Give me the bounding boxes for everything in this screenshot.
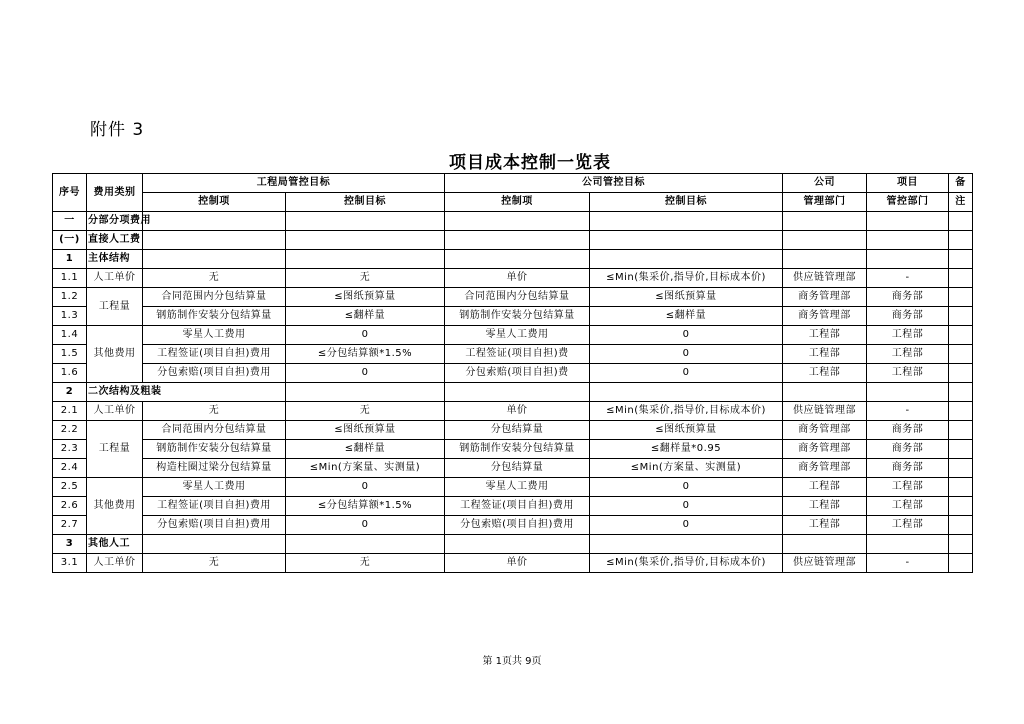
cell-bureau-target: ≤Min(方案量、实测量) xyxy=(286,459,445,478)
table-row xyxy=(53,288,973,307)
cell-bureau-item: 零星人工费用 xyxy=(143,326,286,345)
section-no: 1 xyxy=(53,250,87,269)
table-row xyxy=(53,269,973,288)
section-row xyxy=(53,383,973,402)
cell-company-target: ≤Min(集采价,指导价,目标成本价) xyxy=(590,554,783,573)
section-label: 分部分项费用 xyxy=(87,212,143,231)
cell-bureau-target: 0 xyxy=(286,516,445,535)
cell-bureau-target: 无 xyxy=(286,402,445,421)
row-no: 2.7 xyxy=(53,516,87,535)
row-category: 人工单价 xyxy=(87,554,143,573)
row-no: 2.5 xyxy=(53,478,87,497)
cell-project-dept: - xyxy=(867,402,949,421)
cell-bureau-target: ≤图纸预算量 xyxy=(286,288,445,307)
cell-remark xyxy=(949,516,973,535)
cell-company-target: ≤图纸预算量 xyxy=(590,421,783,440)
header-bureau-control-target: 控制目标 xyxy=(286,193,445,212)
header-bureau-group: 工程局管控目标 xyxy=(143,174,445,193)
cell-bureau-target: ≤分包结算额*1.5% xyxy=(286,497,445,516)
cell-company-dept: 工程部 xyxy=(783,364,867,383)
row-no: 1.5 xyxy=(53,345,87,364)
row-category: 工程量 xyxy=(87,288,143,326)
cell-bureau-item: 合同范围内分包结算量 xyxy=(143,288,286,307)
header-row-1 xyxy=(53,174,973,193)
cell-bureau-target: ≤图纸预算量 xyxy=(286,421,445,440)
table-row xyxy=(53,326,973,345)
row-no: 2.4 xyxy=(53,459,87,478)
cell-bureau-item: 分包索赔(项目自担)费用 xyxy=(143,364,286,383)
cell-company-target: ≤翻样量*0.95 xyxy=(590,440,783,459)
header-project-dept-2: 管控部门 xyxy=(867,193,949,212)
row-no: 3.1 xyxy=(53,554,87,573)
cell-bureau-target: 无 xyxy=(286,269,445,288)
row-no: 2.2 xyxy=(53,421,87,440)
cell-company-item: 分包结算量 xyxy=(445,421,590,440)
header-company-control-target: 控制目标 xyxy=(590,193,783,212)
row-category: 工程量 xyxy=(87,421,143,478)
row-category: 其他费用 xyxy=(87,478,143,535)
header-project-dept-1: 项目 xyxy=(867,174,949,193)
cell-company-item: 单价 xyxy=(445,554,590,573)
cell-company-target: ≤Min(集采价,指导价,目标成本价) xyxy=(590,269,783,288)
cell-project-dept: 工程部 xyxy=(867,497,949,516)
section-row xyxy=(53,535,973,554)
cell-remark xyxy=(949,554,973,573)
cell-project-dept: 工程部 xyxy=(867,516,949,535)
table-row xyxy=(53,554,973,573)
cell-project-dept: 工程部 xyxy=(867,326,949,345)
cell-remark xyxy=(949,497,973,516)
row-no: 1.6 xyxy=(53,364,87,383)
header-bureau-control-item: 控制项 xyxy=(143,193,286,212)
cell-remark xyxy=(949,478,973,497)
row-category: 其他费用 xyxy=(87,326,143,383)
cell-company-dept: 商务管理部 xyxy=(783,459,867,478)
cell-project-dept: 商务部 xyxy=(867,421,949,440)
cell-remark xyxy=(949,345,973,364)
section-row xyxy=(53,231,973,250)
cell-company-item: 单价 xyxy=(445,402,590,421)
cell-bureau-target: 0 xyxy=(286,478,445,497)
section-no: 一 xyxy=(53,212,87,231)
cell-company-item: 工程签证(项目自担)费 xyxy=(445,345,590,364)
cell-bureau-item: 工程签证(项目自担)费用 xyxy=(143,345,286,364)
cell-project-dept: - xyxy=(867,269,949,288)
cell-project-dept: 工程部 xyxy=(867,345,949,364)
cell-company-dept: 工程部 xyxy=(783,497,867,516)
table-row xyxy=(53,421,973,440)
section-no: 2 xyxy=(53,383,87,402)
section-no: 3 xyxy=(53,535,87,554)
cost-control-table xyxy=(52,173,973,573)
cell-remark xyxy=(949,269,973,288)
header-remark-2: 注 xyxy=(949,193,973,212)
header-category: 费用类别 xyxy=(87,174,143,212)
cell-company-item: 零星人工费用 xyxy=(445,478,590,497)
table-row xyxy=(53,459,973,478)
cell-remark xyxy=(949,421,973,440)
section-row xyxy=(53,212,973,231)
cell-company-target: 0 xyxy=(590,345,783,364)
cell-company-item: 分包索赔(项目自担)费用 xyxy=(445,516,590,535)
cell-company-dept: 商务管理部 xyxy=(783,440,867,459)
cell-bureau-item: 工程签证(项目自担)费用 xyxy=(143,497,286,516)
cell-company-dept: 工程部 xyxy=(783,478,867,497)
section-label: 直接人工费 xyxy=(87,231,143,250)
cell-bureau-target: 无 xyxy=(286,554,445,573)
page-title: 项目成本控制一览表 xyxy=(449,153,611,173)
cell-project-dept: 商务部 xyxy=(867,307,949,326)
section-label: 二次结构及粗装 xyxy=(87,383,286,402)
cell-remark xyxy=(949,326,973,345)
table-row xyxy=(53,497,973,516)
header-seq: 序号 xyxy=(53,174,87,212)
cell-remark xyxy=(949,402,973,421)
cell-remark xyxy=(949,364,973,383)
cell-company-item: 钢筋制作安装分包结算量 xyxy=(445,440,590,459)
cell-project-dept: 商务部 xyxy=(867,459,949,478)
table-row xyxy=(53,440,973,459)
cell-company-item: 零星人工费用 xyxy=(445,326,590,345)
cell-project-dept: 商务部 xyxy=(867,288,949,307)
cell-company-target: ≤Min(方案量、实测量) xyxy=(590,459,783,478)
row-category: 人工单价 xyxy=(87,269,143,288)
cell-bureau-item: 钢筋制作安装分包结算量 xyxy=(143,440,286,459)
header-company-dept-2: 管理部门 xyxy=(783,193,867,212)
cell-bureau-item: 无 xyxy=(143,554,286,573)
cell-bureau-item: 分包索赔(项目自担)费用 xyxy=(143,516,286,535)
header-row-2 xyxy=(53,193,973,212)
cell-company-dept: 商务管理部 xyxy=(783,288,867,307)
cell-company-target: 0 xyxy=(590,516,783,535)
cell-company-item: 分包结算量 xyxy=(445,459,590,478)
cell-company-dept: 商务管理部 xyxy=(783,421,867,440)
cell-bureau-item: 无 xyxy=(143,402,286,421)
cell-remark xyxy=(949,459,973,478)
cell-bureau-target: ≤分包结算额*1.5% xyxy=(286,345,445,364)
cell-remark xyxy=(949,440,973,459)
cell-remark xyxy=(949,307,973,326)
cell-company-target: 0 xyxy=(590,364,783,383)
cell-remark xyxy=(949,288,973,307)
row-category: 人工单价 xyxy=(87,402,143,421)
row-no: 1.2 xyxy=(53,288,87,307)
cell-company-item: 分包索赔(项目自担)费 xyxy=(445,364,590,383)
header-company-group: 公司管控目标 xyxy=(445,174,783,193)
cell-company-item: 单价 xyxy=(445,269,590,288)
cell-project-dept: 商务部 xyxy=(867,440,949,459)
cell-bureau-item: 合同范围内分包结算量 xyxy=(143,421,286,440)
row-no: 1.4 xyxy=(53,326,87,345)
header-company-control-item: 控制项 xyxy=(445,193,590,212)
cell-company-target: 0 xyxy=(590,478,783,497)
cell-bureau-item: 钢筋制作安装分包结算量 xyxy=(143,307,286,326)
table-row xyxy=(53,402,973,421)
row-no: 2.6 xyxy=(53,497,87,516)
section-no: (一) xyxy=(53,231,87,250)
table-row xyxy=(53,364,973,383)
row-no: 2.1 xyxy=(53,402,87,421)
cell-bureau-target: ≤翻样量 xyxy=(286,307,445,326)
attachment-label: 附件 3 xyxy=(90,120,145,140)
row-no: 2.3 xyxy=(53,440,87,459)
cell-company-target: ≤翻样量 xyxy=(590,307,783,326)
cell-company-target: 0 xyxy=(590,326,783,345)
row-no: 1.1 xyxy=(53,269,87,288)
cell-project-dept: - xyxy=(867,554,949,573)
cell-bureau-target: ≤翻样量 xyxy=(286,440,445,459)
header-remark-1: 备 xyxy=(949,174,973,193)
table-row xyxy=(53,307,973,326)
table-row xyxy=(53,478,973,497)
row-no: 1.3 xyxy=(53,307,87,326)
section-label: 其他人工 xyxy=(87,535,143,554)
cell-company-dept: 供应链管理部 xyxy=(783,402,867,421)
cell-bureau-target: 0 xyxy=(286,326,445,345)
cell-company-target: ≤Min(集采价,指导价,目标成本价) xyxy=(590,402,783,421)
cell-bureau-item: 构造柱圈过梁分包结算量 xyxy=(143,459,286,478)
cell-project-dept: 工程部 xyxy=(867,478,949,497)
cell-bureau-item: 无 xyxy=(143,269,286,288)
cell-company-target: ≤图纸预算量 xyxy=(590,288,783,307)
cell-company-dept: 供应链管理部 xyxy=(783,269,867,288)
cell-company-dept: 商务管理部 xyxy=(783,307,867,326)
cell-company-dept: 工程部 xyxy=(783,345,867,364)
page-footer: 第 1页共 9页 xyxy=(482,656,542,667)
section-label: 主体结构 xyxy=(87,250,143,269)
cell-bureau-target: 0 xyxy=(286,364,445,383)
cell-company-item: 工程签证(项目自担)费用 xyxy=(445,497,590,516)
header-company-dept-1: 公司 xyxy=(783,174,867,193)
table-row xyxy=(53,516,973,535)
cell-company-dept: 供应链管理部 xyxy=(783,554,867,573)
cell-company-dept: 工程部 xyxy=(783,516,867,535)
cell-company-item: 钢筋制作安装分包结算量 xyxy=(445,307,590,326)
section-row xyxy=(53,250,973,269)
cell-company-target: 0 xyxy=(590,497,783,516)
table-row xyxy=(53,345,973,364)
cell-company-dept: 工程部 xyxy=(783,326,867,345)
cell-project-dept: 工程部 xyxy=(867,364,949,383)
cell-bureau-item: 零星人工费用 xyxy=(143,478,286,497)
cell-company-item: 合同范围内分包结算量 xyxy=(445,288,590,307)
